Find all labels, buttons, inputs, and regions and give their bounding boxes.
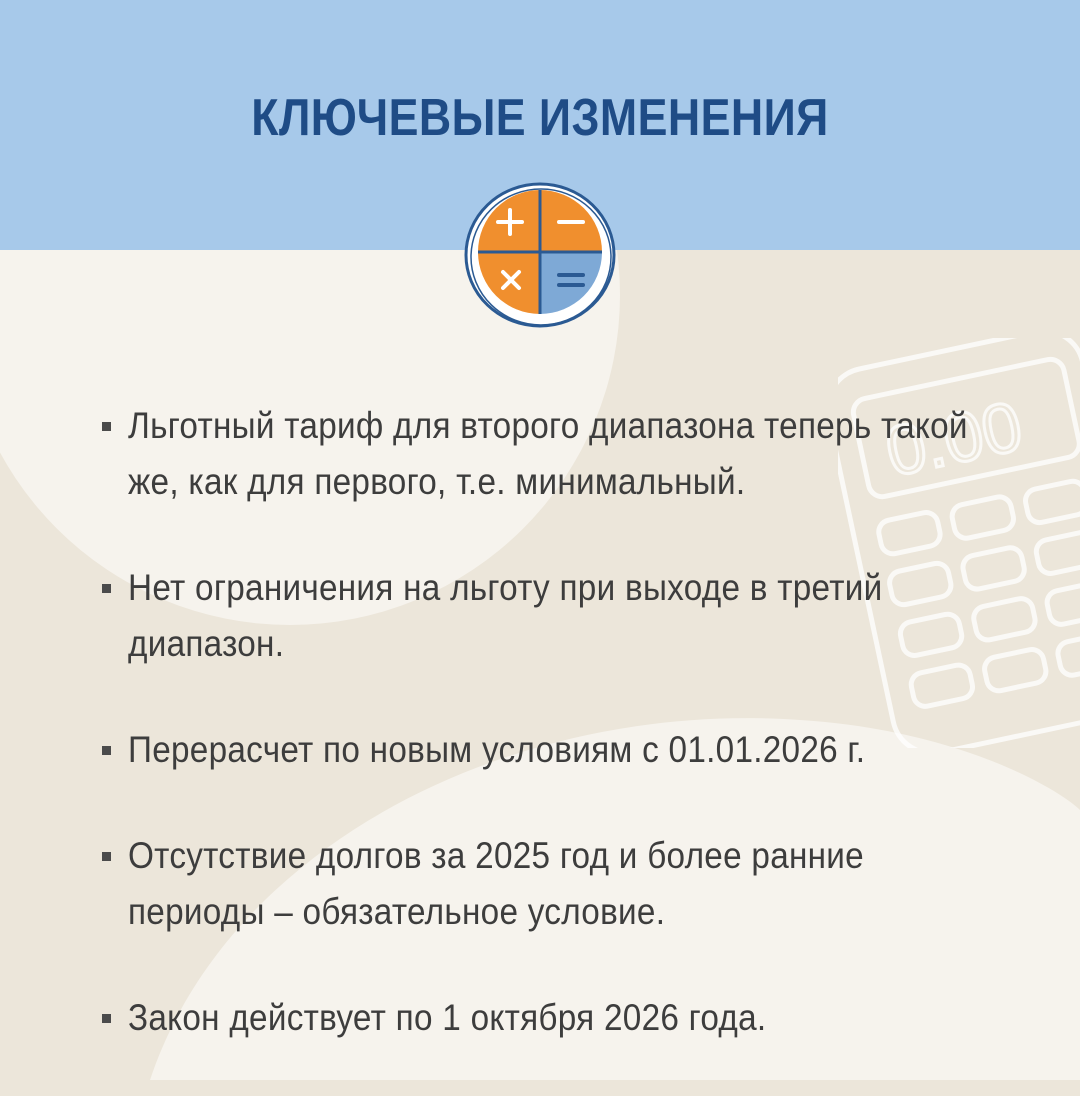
list-item (100, 828, 1000, 940)
list-item (100, 990, 1000, 1046)
calculator-operations-icon (463, 180, 617, 330)
list-item (100, 398, 1000, 510)
bullet-marker (102, 1014, 111, 1023)
bullet-marker (102, 746, 111, 755)
list-item (100, 722, 1000, 778)
bullet-marker (102, 584, 111, 593)
list-item-text: Отсутствие долгов за 2025 год и более ранние периоды – обязательное условие. (128, 835, 864, 932)
page-title: КЛЮЧЕВЫЕ ИЗМЕНЕНИЯ (251, 89, 829, 147)
list-item (100, 560, 1000, 672)
bullet-marker (102, 852, 111, 861)
list-item-text: Льготный тариф для второго диапазона теперь такой же, как для первого, т.е. минимальный. (128, 405, 968, 502)
list-item-text: Закон действует по 1 октября 2026 года. (128, 997, 767, 1038)
key-changes-list (100, 398, 1000, 1096)
list-item-text: Перерасчет по новым условиям с 01.01.2026 г. (128, 729, 866, 770)
svg-text:0.00: 0.00 (879, 386, 1029, 492)
list-item-text: Нет ограничения на льготу при выходе в третий диапазон. (128, 567, 883, 664)
bullet-marker (102, 422, 111, 431)
